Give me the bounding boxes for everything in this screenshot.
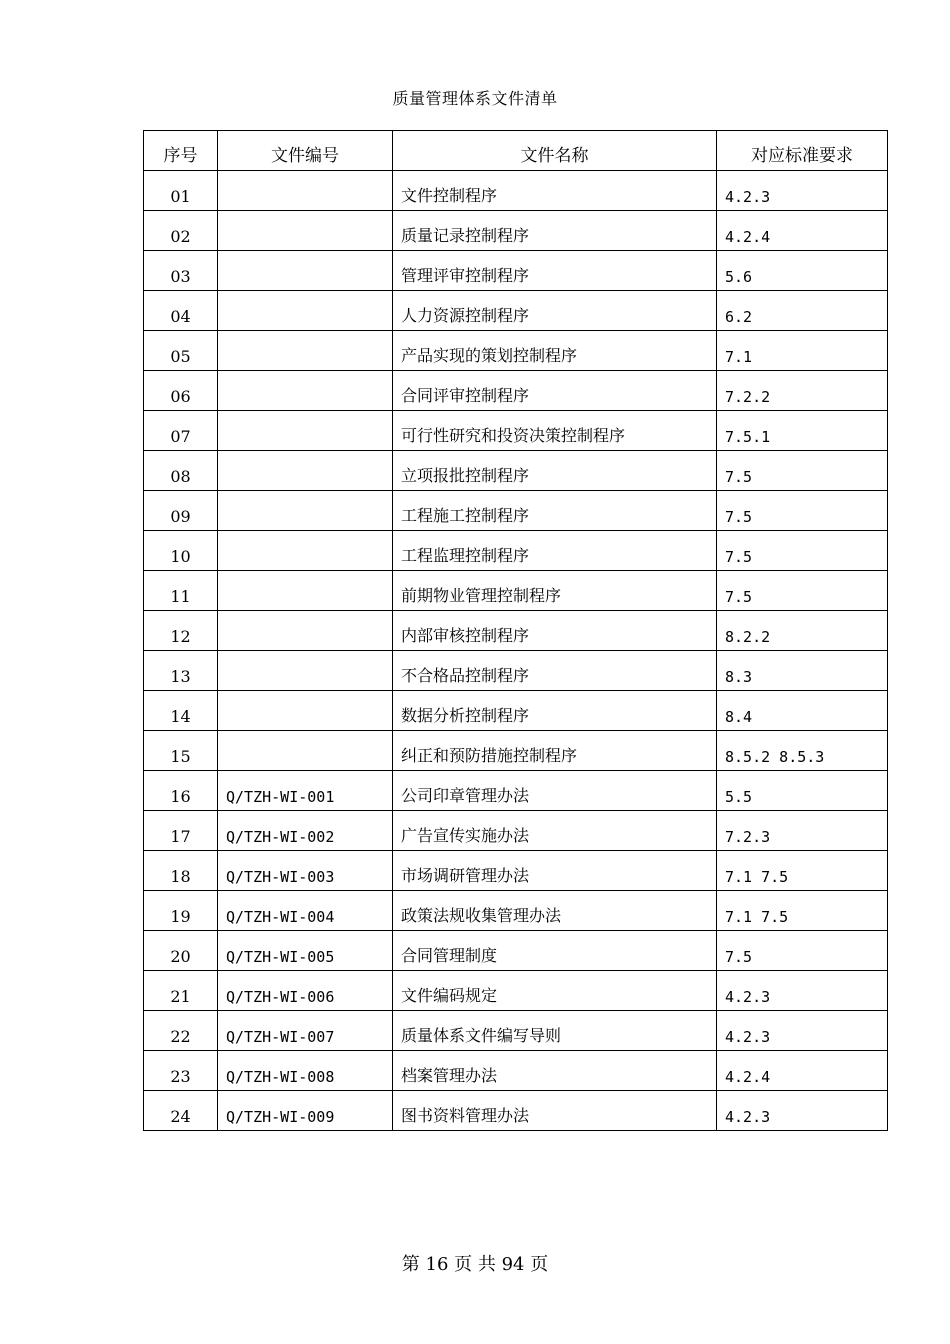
cell-seq: 02 <box>144 211 218 251</box>
cell-seq: 06 <box>144 371 218 411</box>
cell-requirement: 7.2.3 <box>717 811 888 851</box>
cell-requirement: 8.3 <box>717 651 888 691</box>
header-name: 文件名称 <box>393 131 717 171</box>
cell-name: 立项报批控制程序 <box>393 451 717 491</box>
table-header-row <box>144 131 888 171</box>
cell-requirement: 7.5 <box>717 451 888 491</box>
page-number-footer: 第 16 页 共 94 页 <box>401 1254 549 1275</box>
table-row <box>144 331 888 371</box>
cell-seq: 18 <box>144 851 218 891</box>
cell-code: Q/TZH-WI-008 <box>218 1051 393 1091</box>
cell-name: 纠正和预防措施控制程序 <box>393 731 717 771</box>
cell-requirement: 6.2 <box>717 291 888 331</box>
cell-requirement: 7.5.1 <box>717 411 888 451</box>
cell-seq: 11 <box>144 571 218 611</box>
cell-requirement: 7.1 7.5 <box>717 851 888 891</box>
cell-requirement: 7.5 <box>717 931 888 971</box>
cell-code: Q/TZH-WI-004 <box>218 891 393 931</box>
cell-requirement: 5.6 <box>717 251 888 291</box>
cell-requirement: 7.1 7.5 <box>717 891 888 931</box>
cell-requirement: 8.4 <box>717 691 888 731</box>
cell-seq: 12 <box>144 611 218 651</box>
cell-requirement: 5.5 <box>717 771 888 811</box>
cell-seq: 07 <box>144 411 218 451</box>
cell-name: 工程监理控制程序 <box>393 531 717 571</box>
cell-seq: 22 <box>144 1011 218 1051</box>
cell-code <box>218 251 393 291</box>
table-row <box>144 171 888 211</box>
cell-requirement: 7.2.2 <box>717 371 888 411</box>
cell-name: 可行性研究和投资决策控制程序 <box>393 411 717 451</box>
table-row <box>144 371 888 411</box>
cell-name: 数据分析控制程序 <box>393 691 717 731</box>
cell-seq: 15 <box>144 731 218 771</box>
table-row <box>144 971 888 1011</box>
cell-code <box>218 331 393 371</box>
cell-name: 政策法规收集管理办法 <box>393 891 717 931</box>
cell-seq: 19 <box>144 891 218 931</box>
cell-seq: 05 <box>144 331 218 371</box>
cell-name: 合同管理制度 <box>393 931 717 971</box>
cell-code <box>218 451 393 491</box>
table-row <box>144 611 888 651</box>
cell-requirement: 7.5 <box>717 571 888 611</box>
cell-seq: 10 <box>144 531 218 571</box>
table-row <box>144 891 888 931</box>
document-list-table <box>143 130 888 1131</box>
cell-seq: 14 <box>144 691 218 731</box>
cell-requirement: 7.5 <box>717 491 888 531</box>
cell-code <box>218 571 393 611</box>
cell-requirement: 8.2.2 <box>717 611 888 651</box>
cell-seq: 23 <box>144 1051 218 1091</box>
cell-name: 质量体系文件编写导则 <box>393 1011 717 1051</box>
cell-name: 内部审核控制程序 <box>393 611 717 651</box>
header-code: 文件编号 <box>218 131 393 171</box>
table-row <box>144 291 888 331</box>
table-row <box>144 451 888 491</box>
cell-requirement: 7.1 <box>717 331 888 371</box>
cell-seq: 01 <box>144 171 218 211</box>
cell-name: 文件控制程序 <box>393 171 717 211</box>
table-row <box>144 1091 888 1131</box>
cell-seq: 13 <box>144 651 218 691</box>
cell-code: Q/TZH-WI-007 <box>218 1011 393 1051</box>
cell-seq: 09 <box>144 491 218 531</box>
cell-seq: 03 <box>144 251 218 291</box>
table-row <box>144 851 888 891</box>
cell-name: 图书资料管理办法 <box>393 1091 717 1131</box>
table-row <box>144 771 888 811</box>
cell-name: 工程施工控制程序 <box>393 491 717 531</box>
cell-requirement: 7.5 <box>717 531 888 571</box>
cell-code <box>218 691 393 731</box>
cell-requirement: 4.2.3 <box>717 1011 888 1051</box>
table-row <box>144 251 888 291</box>
cell-code <box>218 491 393 531</box>
cell-seq: 21 <box>144 971 218 1011</box>
cell-code: Q/TZH-WI-006 <box>218 971 393 1011</box>
cell-name: 市场调研管理办法 <box>393 851 717 891</box>
cell-seq: 04 <box>144 291 218 331</box>
table-row <box>144 811 888 851</box>
cell-code: Q/TZH-WI-003 <box>218 851 393 891</box>
cell-requirement: 8.5.2 8.5.3 <box>717 731 888 771</box>
cell-name: 不合格品控制程序 <box>393 651 717 691</box>
cell-code <box>218 371 393 411</box>
cell-seq: 24 <box>144 1091 218 1131</box>
cell-requirement: 4.2.3 <box>717 971 888 1011</box>
table-row <box>144 1011 888 1051</box>
cell-name: 产品实现的策划控制程序 <box>393 331 717 371</box>
cell-seq: 20 <box>144 931 218 971</box>
cell-code: Q/TZH-WI-009 <box>218 1091 393 1131</box>
table-row <box>144 491 888 531</box>
cell-code <box>218 291 393 331</box>
table-row <box>144 691 888 731</box>
cell-name: 档案管理办法 <box>393 1051 717 1091</box>
table-row <box>144 531 888 571</box>
cell-seq: 16 <box>144 771 218 811</box>
table-row <box>144 411 888 451</box>
header-requirement: 对应标准要求 <box>717 131 888 171</box>
document-title: 质量管理体系文件清单 <box>392 89 558 108</box>
table-body <box>144 171 888 1131</box>
cell-requirement: 4.2.3 <box>717 171 888 211</box>
cell-requirement: 4.2.3 <box>717 1091 888 1131</box>
cell-code <box>218 211 393 251</box>
cell-code <box>218 531 393 571</box>
table-row <box>144 571 888 611</box>
cell-seq: 17 <box>144 811 218 851</box>
cell-code: Q/TZH-WI-002 <box>218 811 393 851</box>
cell-code <box>218 171 393 211</box>
cell-name: 公司印章管理办法 <box>393 771 717 811</box>
cell-code: Q/TZH-WI-005 <box>218 931 393 971</box>
cell-name: 前期物业管理控制程序 <box>393 571 717 611</box>
cell-code <box>218 731 393 771</box>
cell-name: 管理评审控制程序 <box>393 251 717 291</box>
cell-name: 人力资源控制程序 <box>393 291 717 331</box>
table-row <box>144 931 888 971</box>
cell-name: 广告宣传实施办法 <box>393 811 717 851</box>
cell-requirement: 4.2.4 <box>717 211 888 251</box>
cell-name: 合同评审控制程序 <box>393 371 717 411</box>
table-row <box>144 731 888 771</box>
cell-name: 文件编码规定 <box>393 971 717 1011</box>
cell-code <box>218 651 393 691</box>
cell-code <box>218 611 393 651</box>
cell-code: Q/TZH-WI-001 <box>218 771 393 811</box>
table-row <box>144 651 888 691</box>
cell-requirement: 4.2.4 <box>717 1051 888 1091</box>
table-row <box>144 1051 888 1091</box>
cell-seq: 08 <box>144 451 218 491</box>
cell-code <box>218 411 393 451</box>
cell-name: 质量记录控制程序 <box>393 211 717 251</box>
header-seq: 序号 <box>144 131 218 171</box>
table-row <box>144 211 888 251</box>
